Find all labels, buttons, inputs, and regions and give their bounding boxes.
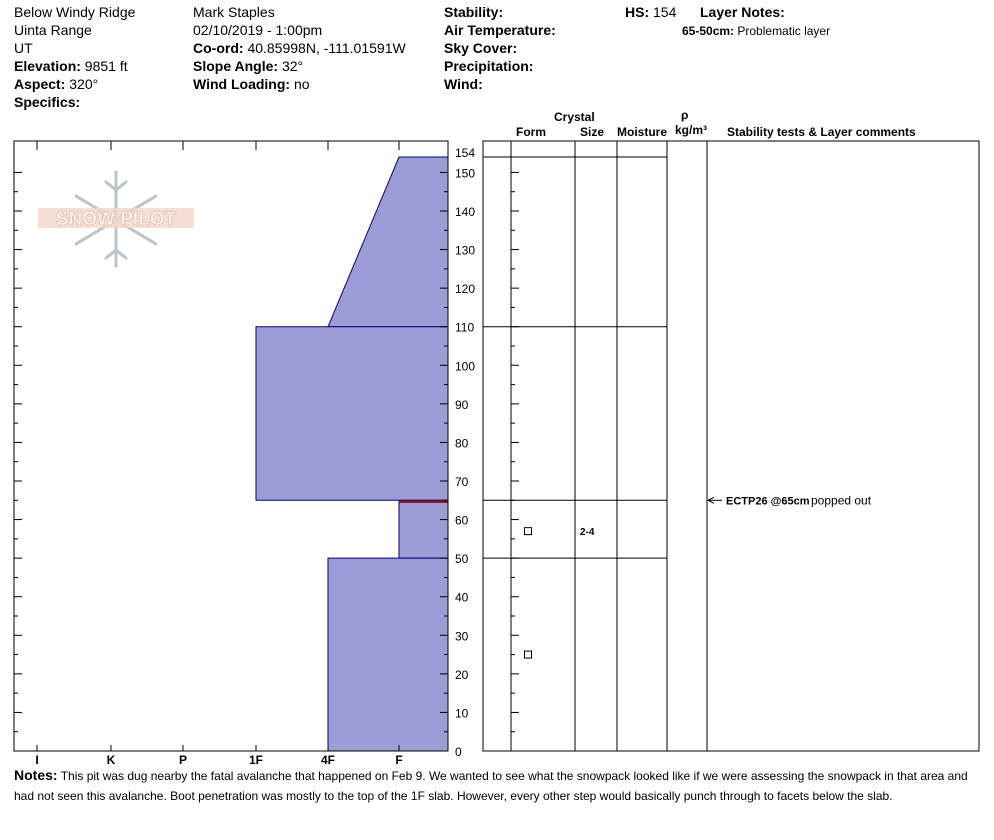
- hardness-label: I: [35, 753, 39, 765]
- y-tick-label: 154: [455, 146, 476, 160]
- hardness-layer-3: [328, 558, 448, 751]
- y-tick-label: 30: [455, 629, 469, 644]
- wind-loading-label: Wind Loading:: [193, 76, 291, 92]
- y-tick-label: 0: [455, 745, 462, 759]
- hardness-label: F: [395, 753, 403, 765]
- elevation-value: 9851 ft: [84, 58, 128, 74]
- y-tick-label: 140: [455, 205, 476, 219]
- grain-form-square-icon: [525, 651, 532, 658]
- notes-text: This pit was dug nearby the fatal avalanche that happened on Feb 9. We wanted to see what the snowpack looked like if we were assessing the snowpack in that area and had not seen this avalanche. Boot penetration was mostly to the top of the 1F slab. However, every other step would basically punch through to facets below the slab.: [14, 769, 968, 803]
- air-temp-label: Air Temperature:: [444, 22, 556, 38]
- hardness-layer-0: [328, 157, 448, 327]
- observation-datetime: 02/10/2019 - 1:00pm: [193, 22, 323, 38]
- specifics-label: Specifics:: [14, 94, 81, 110]
- logo-text: SNOW PILOT: [55, 209, 177, 230]
- y-tick-label: 60: [455, 513, 469, 528]
- notes: [14, 765, 989, 806]
- slope-value: 32°: [281, 58, 304, 74]
- hs-label: HS:: [625, 4, 650, 20]
- aspect-value: 320°: [69, 76, 99, 92]
- form-header: Form: [516, 125, 546, 139]
- y-tick-label: 100: [455, 359, 476, 374]
- y-tick-label: 80: [455, 436, 469, 451]
- notes-label: Notes:: [14, 767, 58, 783]
- coord-label: Co-ord:: [193, 40, 244, 56]
- y-tick-label: 120: [455, 282, 476, 297]
- y-tick-label: 50: [455, 552, 469, 567]
- y-tick-label: 110: [455, 320, 475, 335]
- moisture-header: Moisture: [617, 125, 668, 139]
- y-tick-label: 150: [455, 166, 476, 181]
- aspect-label: Aspect:: [14, 76, 66, 92]
- hardness-layer-1: [256, 327, 448, 501]
- layer-notes-label: Layer Notes:: [700, 4, 785, 20]
- grain-size-label: 2-4: [580, 527, 595, 539]
- coord-value: 40.85998N, -111.01591W: [247, 40, 406, 56]
- stability-test-comment: popped out: [811, 493, 872, 508]
- y-tick-label: 70: [455, 475, 469, 489]
- size-header: Size: [580, 125, 605, 139]
- elevation-label: Elevation:: [14, 58, 81, 74]
- crystal-header: Crystal: [554, 110, 595, 124]
- y-tick-label: 40: [455, 590, 469, 605]
- observer-name: Mark Staples: [193, 4, 275, 20]
- grain-form-square-icon: [525, 528, 532, 535]
- y-tick-label: 90: [455, 397, 469, 412]
- location-name: Below Windy Ridge: [14, 4, 136, 20]
- slope-label: Slope Angle:: [193, 58, 279, 74]
- density-unit-header: kg/m³: [675, 123, 708, 137]
- sky-cover-label: Sky Cover:: [444, 40, 518, 56]
- hardness-label: P: [178, 753, 188, 765]
- wind-loading-value: no: [293, 76, 310, 92]
- profile-table-frame: [483, 141, 979, 751]
- hardness-layer-2: [399, 500, 448, 558]
- stability-test-label: ECTP26 @65cm: [726, 495, 810, 508]
- range-name: Uinta Range: [14, 22, 92, 38]
- layer-note-range: 65-50cm:: [682, 24, 735, 38]
- y-tick-label: 130: [455, 243, 476, 258]
- state-name: UT: [14, 40, 33, 56]
- stability-comments-header: Stability tests & Layer comments: [727, 125, 916, 139]
- stability-label: Stability:: [444, 4, 504, 20]
- hs-value: 154: [653, 4, 677, 20]
- rho-header: ρ: [681, 108, 689, 122]
- y-tick-label: 20: [455, 667, 469, 682]
- hardness-label: 1F: [248, 753, 264, 765]
- layer-note-text: Problematic layer: [737, 24, 831, 38]
- hardness-label: K: [106, 753, 116, 765]
- wind-label: Wind:: [444, 76, 483, 92]
- precip-label: Precipitation:: [444, 58, 534, 74]
- y-tick-label: 10: [455, 706, 469, 721]
- hardness-label: 4F: [320, 753, 336, 765]
